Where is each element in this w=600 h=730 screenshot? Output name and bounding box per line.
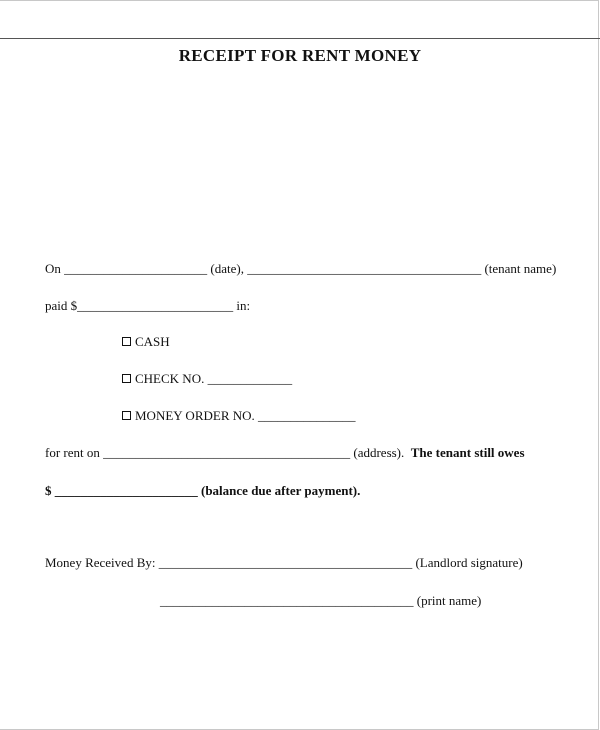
rent-address-line <box>45 445 525 461</box>
cash-checkbox-icon <box>122 337 131 346</box>
print-name-line: _______________________________________ (print name) <box>160 593 482 608</box>
top-rule-divider <box>0 38 600 39</box>
rent-address-text: for rent on ______________________________________ (address). <box>45 445 405 460</box>
check-checkbox-icon <box>122 374 131 383</box>
balance-due-line: $ ______________________ (balance due after payment). <box>45 483 361 498</box>
money-order-option <box>122 408 356 424</box>
money-order-option-label: MONEY ORDER NO. _______________ <box>135 408 356 423</box>
check-option <box>122 371 292 387</box>
date-tenant-line: On ______________________ (date), ____________________________________ (tenant name) <box>45 261 557 276</box>
money-received-by-line: Money Received By: _______________________________________ (Landlord signature) <box>45 555 523 570</box>
document-title: RECEIPT FOR RENT MONEY <box>178 46 422 65</box>
tenant-owes-text: The tenant still owes <box>410 445 525 460</box>
paid-amount-line: paid $________________________ in: <box>45 298 251 313</box>
check-option-label: CHECK NO. _____________ <box>135 371 293 386</box>
cash-option-label: CASH <box>135 334 170 349</box>
money-order-checkbox-icon <box>122 411 131 420</box>
cash-option <box>122 334 170 350</box>
